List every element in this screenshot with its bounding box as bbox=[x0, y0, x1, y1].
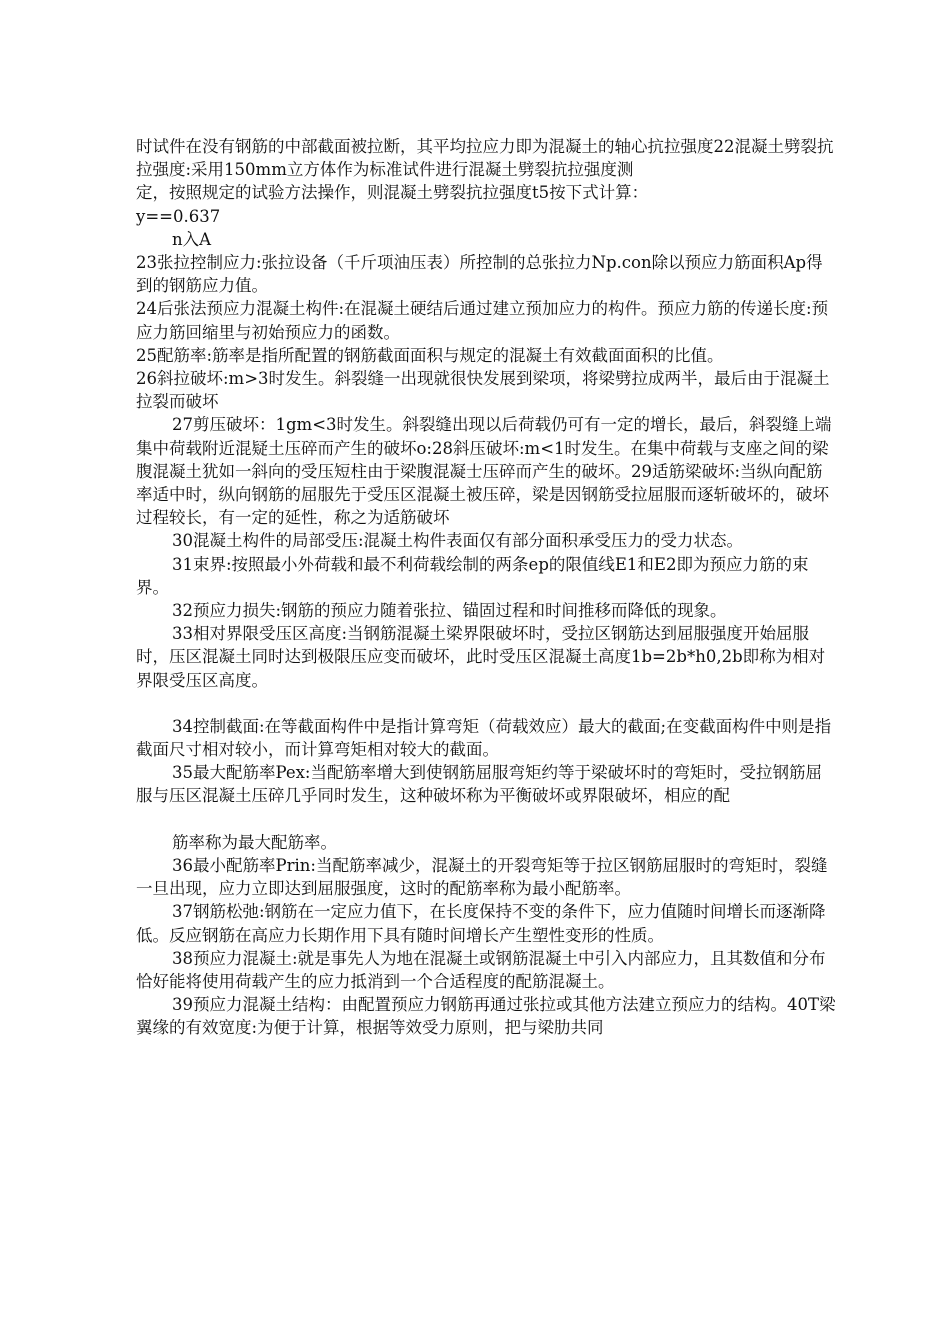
paragraph-35-continued: 筋率称为最大配筋率。 bbox=[172, 832, 337, 852]
paragraph-25: 25配筋率:筋率是指所配置的钢筋截面面积与规定的混凝土有效截面面积的比值。 bbox=[136, 345, 724, 365]
document-page bbox=[136, 135, 836, 1040]
paragraph-31: 31束界:按照最小外荷载和最不利荷载绘制的两条ep的限值线E1和E2即为预应力筋的束界。 bbox=[136, 554, 809, 597]
paragraph-23: 23张拉控制应力:张拉设备（千斤项油压表）所控制的总张拉力Np.con除以预应力筋面积Ap得到的钢筋应力值。 bbox=[136, 253, 823, 296]
spacer bbox=[136, 808, 836, 831]
paragraph-34: 34控制截面:在等截面构件中是指计算弯矩（荷载效应）最大的截面;在变截面构件中则是指截面尺寸相对较小，而计算弯矩相对较大的截面。 bbox=[136, 716, 832, 760]
paragraph-splitting-formula-intro: 定，按照规定的试验方法操作，则混凝土劈裂抗拉强度t5按下式计算： bbox=[136, 183, 649, 203]
formula-denominator: n入A bbox=[172, 229, 212, 249]
paragraph-39-40: 39预应力混凝土结构：由配置预应力钢筋再通过张拉或其他方法建立预应力的结构。40T梁翼缘的有效宽度:为便于计算，根据等效受力原则，把与梁肋共同 bbox=[136, 995, 836, 1038]
paragraph-26: 26斜拉破坏:m>3时发生。斜裂缝一出现就很快发展到梁项，将梁劈拉成两半，最后由于混凝土拉裂而破坏 bbox=[136, 369, 830, 412]
paragraph-axial-tensile: 时试件在没有钢筋的中部截面被拉断，其平均拉应力即为混凝土的轴心抗拉强度22混凝土劈裂抗拉强度:采用150mm立方体作为标准试件进行混凝土劈裂抗拉强度测 bbox=[136, 137, 834, 180]
formula-line: y==0.637 bbox=[136, 206, 221, 226]
paragraph-32: 32预应力损失:钢筋的预应力随着张拉、锚固过程和时间推移而降低的现象。 bbox=[172, 601, 727, 621]
paragraph-35: 35最大配筋率Pex:当配筋率增大到使钢筋屈服弯矩约等于梁破坏时的弯矩时，受拉钢筋屈服与压区混凝土压碎几乎同时发生，这种破坏称为平衡破坏或界限破坏，相应的配 bbox=[136, 763, 822, 806]
paragraph-30: 30混凝土构件的局部受压:混凝土构件表面仅有部分面积承受压力的受力状态。 bbox=[172, 531, 744, 551]
paragraph-37: 37钢筋松弛:钢筋在一定应力值下，在长度保持不变的条件下，应力值随时间增长而逐渐降低。反应钢筋在高应力长期作用下具有随时间增长产生塑性变形的性质。 bbox=[136, 902, 826, 945]
spacer bbox=[136, 692, 836, 715]
paragraph-38: 38预应力混凝土:就是事先人为地在混凝土或钢筋混凝土中引入内部应力，且其数值和分布恰好能将使用荷载产生的应力抵消到一个合适程度的配筋混凝土。 bbox=[136, 948, 826, 991]
paragraph-27-29: 27剪压破坏：1gm<3时发生。斜裂缝出现以后荷载仍可有一定的增长，最后，斜裂缝上端集中荷载附近混疑土压碎而产生的破坏o:28斜压破坏:m<1时发生。在集中荷载与支座之间的梁腹混凝土犹如一斜向的受压短柱由于梁腹混凝士压碎而产生的破坏。29适筋梁破坏:当纵向配筋率适中时，纵向钢筋的屈服先于受压区混凝土被压碎，梁是因钢筋受拉屈服而逐斩破坏的，破坏过程较长，有一定的延性，称之为适筋破坏 bbox=[136, 415, 832, 528]
paragraph-33: 33相对界限受压区高度:当钢筋混凝土梁界限破坏时，受拉区钢筋达到屈服强度开始屈服时，压区混凝土同时达到极限压应变而破坏，此时受压区混凝土高度1b=2b*h0,2b即称为相对界限受压区高度。 bbox=[136, 624, 826, 690]
paragraph-24: 24后张法预应力混凝土构件:在混凝土硬结后通过建立预加应力的构件。预应力筋的传递长度:预应力筋回缩里与初始预应力的函数。 bbox=[136, 299, 829, 342]
paragraph-36: 36最小配筋率Prin:当配筋率减少，混凝土的开裂弯矩等于拉区钢筋屈服时的弯矩时，裂缝一旦出现，应力立即达到屈服强度，这时的配筋率称为最小配筋率。 bbox=[136, 855, 828, 899]
